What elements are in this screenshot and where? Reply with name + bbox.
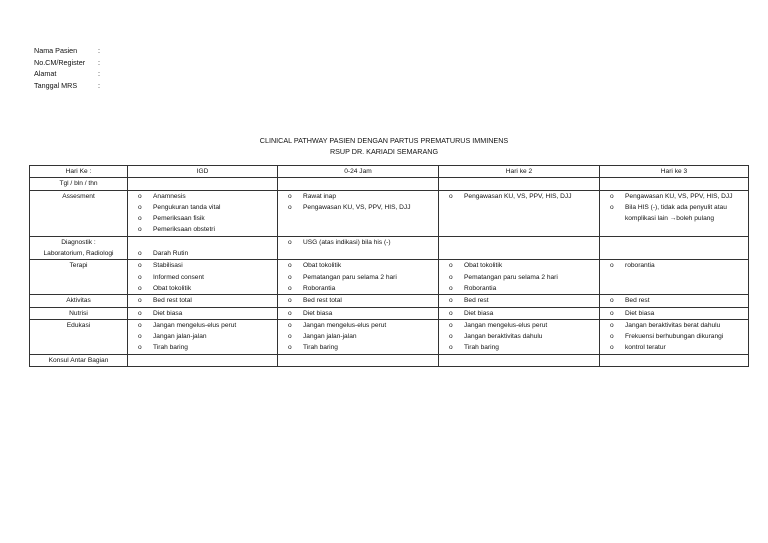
list-item: o Diet biasa (603, 308, 745, 319)
cell-aktivitas-igd (128, 295, 278, 307)
row-label-aktivitas: Aktivitas (30, 295, 128, 307)
list-item: o Jangan jalan-jalan (281, 331, 435, 342)
list-item: o Pemeriksaan obstetri (131, 224, 274, 235)
address-label: Alamat (34, 69, 57, 78)
list-item: o Jangan mengelus-elus perut (281, 320, 435, 331)
cell-diagnostik-day3 (600, 236, 749, 260)
cell-terapi-igd (128, 260, 278, 295)
header-igd: IGD (128, 166, 278, 178)
cell-edukasi-0-24 (278, 319, 439, 354)
title-line-1: CLINICAL PATHWAY PASIEN DENGAN PARTUS PREMATURUS IMMINENS (259, 136, 509, 145)
admission-date-value: : (98, 80, 100, 90)
row-label-nutrisi: Nutrisi (30, 307, 128, 319)
row-date (30, 178, 749, 190)
title-line-2: RSUP DR. KARIADI SEMARANG (329, 146, 439, 156)
list-item: o Pematangan paru selama 2 hari (442, 272, 596, 283)
row-assesment (30, 190, 749, 236)
list-item: o Bed rest total (131, 295, 274, 306)
row-nutrisi (30, 307, 749, 319)
list-item: o kontrol teratur (603, 342, 745, 353)
list-item: o Jangan jalan-jalan (131, 331, 274, 342)
cell-terapi-day3 (600, 260, 749, 295)
cell-date-day3 (600, 178, 749, 190)
cell-assesment-0-24 (278, 190, 439, 236)
register-label: No.CM/Register (34, 57, 86, 67)
list-item: o Pemeriksaan fisik (131, 213, 274, 224)
list-item: o Anamnesis (131, 191, 274, 202)
list-item: o Jangan mengelus-elus perut (442, 320, 596, 331)
cell-aktivitas-day3 (600, 295, 749, 307)
list-item: o Pengukuran tanda vital (131, 202, 274, 213)
register-row (34, 57, 106, 69)
list-item: o Diet biasa (131, 308, 274, 319)
row-edukasi (30, 319, 749, 354)
diagnostik-label-line-2: Laboratorium, Radiologi (43, 250, 114, 258)
header-0-24-jam: 0-24 Jam (278, 166, 439, 178)
list-item: o Pengawasan KU, VS, PPV, HIS, DJJ (281, 202, 435, 213)
cell-diagnostik-0-24 (278, 236, 439, 260)
row-aktivitas (30, 295, 749, 307)
header-day: Hari Ke : (30, 166, 128, 178)
list-item: o Pematangan paru selama 2 hari (281, 272, 435, 283)
list-item: o Pengawasan KU, VS, PPV, HIS, DJJ (442, 191, 596, 202)
cell-nutrisi-0-24 (278, 307, 439, 319)
header-day-2: Hari ke 2 (439, 166, 600, 178)
list-item: o Pengawasan KU, VS, PPV, HIS, DJJ (603, 191, 745, 202)
row-diagnostik (30, 236, 749, 260)
diagnostik-label-line-1: Diagnostik : (61, 238, 96, 246)
row-label-assesment: Assesment (30, 190, 128, 236)
cell-date-day2 (439, 178, 600, 190)
list-item: o Bed rest total (281, 295, 435, 306)
cell-konsul-day3 (600, 354, 749, 366)
list-item: o USG (atas indikasi) bila his (-) (281, 237, 435, 248)
row-terapi (30, 260, 749, 295)
cell-assesment-day3 (600, 190, 749, 236)
cell-aktivitas-day2 (439, 295, 600, 307)
list-item: o Obat tokolitik (442, 260, 596, 271)
list-item: o Diet biasa (442, 308, 596, 319)
cell-konsul-day2 (439, 354, 600, 366)
list-item: o Bila HIS (-), tidak ada penyulit atau komplikasi lain →boleh pulang (603, 202, 745, 225)
header-row (30, 166, 749, 178)
list-item: o Roborantia (442, 283, 596, 294)
cell-nutrisi-day3 (600, 307, 749, 319)
row-label-terapi: Terapi (30, 260, 128, 295)
address-value: : (98, 69, 100, 78)
cell-konsul-igd (128, 354, 278, 366)
patient-name-value: : (98, 46, 100, 55)
cell-terapi-day2 (439, 260, 600, 295)
cell-edukasi-day2 (439, 319, 600, 354)
list-item: o Frekuensi berhubungan dikurangi (603, 331, 745, 342)
cell-diagnostik-igd (128, 236, 278, 260)
patient-info (34, 45, 106, 91)
cell-nutrisi-igd (128, 307, 278, 319)
list-item: o Diet biasa (281, 308, 435, 319)
list-item: o Rawat inap (281, 191, 435, 202)
list-item: o Jangan beraktivitas dahulu (442, 331, 596, 342)
list-item: o Bed rest (442, 295, 596, 306)
cell-diagnostik-day2 (439, 236, 600, 260)
list-item: o roborantia (603, 260, 745, 271)
list-item: o Tirah baring (442, 342, 596, 353)
cell-terapi-0-24 (278, 260, 439, 295)
list-item: o Bed rest (603, 295, 745, 306)
admission-date-label: Tanggal MRS (34, 80, 78, 90)
patient-name-row (34, 45, 106, 57)
admission-date-row (34, 80, 106, 92)
list-item: o Jangan mengelus-elus perut (131, 320, 274, 331)
cell-edukasi-igd (128, 319, 278, 354)
cell-konsul-0-24 (278, 354, 439, 366)
list-item: o Tirah baring (281, 342, 435, 353)
row-konsul (30, 354, 749, 366)
cell-edukasi-day3 (600, 319, 749, 354)
header-day-3: Hari ke 3 (600, 166, 749, 178)
list-item: o Obat tokolitik (131, 283, 274, 294)
list-item: o Informed consent (131, 272, 274, 283)
cell-assesment-day2 (439, 190, 600, 236)
row-label-date: Tgl / bln / thn (30, 178, 128, 190)
patient-name-label: Nama Pasien (34, 46, 78, 55)
list-item: o Darah Rutin (131, 248, 274, 259)
row-label-diagnostik (30, 236, 128, 260)
list-item: o Tirah baring (131, 342, 274, 353)
row-label-konsul: Konsul Antar Bagian (30, 354, 128, 366)
document-title (0, 136, 768, 157)
cell-date-igd (128, 178, 278, 190)
cell-assesment-igd (128, 190, 278, 236)
cell-nutrisi-day2 (439, 307, 600, 319)
list-item: o Stabilisasi (131, 260, 274, 271)
cell-date-0-24 (278, 178, 439, 190)
list-item: o Roborantia (281, 283, 435, 294)
list-item: o Obat tokolitik (281, 260, 435, 271)
clinical-pathway-table (29, 165, 749, 367)
register-value: : (98, 57, 100, 67)
cell-aktivitas-0-24 (278, 295, 439, 307)
list-item: o Jangan beraktivitas berat dahulu (603, 320, 745, 331)
address-row (34, 68, 106, 80)
row-label-edukasi: Edukasi (30, 319, 128, 354)
